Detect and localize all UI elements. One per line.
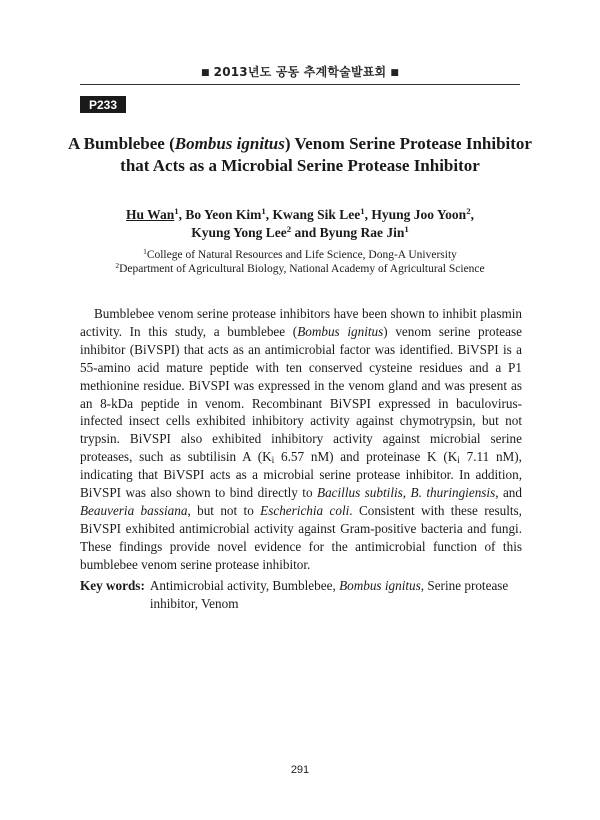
title-line-2: that Acts as a Microbial Serine Protease Inhibitor — [120, 156, 480, 175]
affiliation-2: $^2$Department of Agricultural Biology, National Academy of Agricultural Science — [115, 260, 485, 275]
author-affil-sup: 1 — [404, 224, 409, 235]
author-affil-sup: 2 — [466, 206, 471, 217]
paper-title — [60, 133, 540, 177]
square-bullet-icon: ■ — [390, 68, 400, 78]
author-list — [60, 206, 540, 242]
author-name: Kyung Yong Lee — [191, 225, 287, 240]
author-name: Kwang Sik Lee — [272, 207, 361, 222]
keywords-section — [80, 577, 522, 613]
abstract-text: Bumblebee venom serine protease inhibitors have been shown to inhibit plasmin activity. In this study, a bumblebee (Bombus ignitus) venom serine protease inhibitor (BiVSPI) that acts as an antimicrobial factor was identified. BiVSPI is a 55-amino acid mature peptide with ten conserved cysteine residues and a P1 methionine residue. BiVSPI was expressed in the venom gland and was present as an 8-kDa peptide in venom. Recombinant BiVSPI expressed in baculovirus-infected insect cells exhibited inhibitory activity against chymotrypsin, but not trypsin. BiVSPI also exhibited inhibitory activity against microbial serine proteases, such as subtilisin A ($K_i$ 6.57 nM) and proteinase K ($K_i$ 7.11 nM), indicating that BiVSPI acts as a microbial serine protease inhibitor. In addition, BiVSPI was also shown to bind directly to Bacillus subtilis, B. thuringiensis, and Beauveria bassiana, but not to Escherichia coli. Consistent with these results, BiVSPI exhibited antimicrobial activity against Gram-positive bacteria and fungi. These findings provide novel evidence for the antimicrobial function of this bumblebee venom serine protease inhibitor. — [80, 306, 522, 572]
author-affil-sup: 1 — [261, 206, 266, 217]
author-name: Hyung Joo Yoon — [371, 207, 467, 222]
keywords-list: Antimicrobial activity, Bumblebee, Bombus ignitus, Serine protease inhibitor, Venom — [149, 578, 509, 611]
conference-header — [0, 63, 600, 80]
title-line-1: A Bumblebee (Bombus ignitus) Venom Serine Protease Inhibitor — [68, 134, 532, 153]
author-affil-sup: 1 — [174, 206, 179, 217]
conference-name: 2013년도 공동 추계학술발표회 — [213, 65, 387, 79]
affiliation-list — [40, 248, 560, 276]
poster-id-badge: P233 — [80, 96, 126, 113]
author-line-2: Kyung Yong Lee$^2$ and Byung Rae Jin$^1$ — [191, 224, 409, 240]
author-name: Bo Yeon Kim — [185, 207, 262, 222]
header-divider — [80, 84, 520, 85]
author-name: Byung Rae Jin — [319, 225, 405, 240]
author-affil-sup: 2 — [286, 224, 292, 235]
species-name: Bombus ignitus — [174, 134, 285, 153]
affiliation-1: $^1$College of Natural Resources and Life Science, Dong-A University — [143, 246, 457, 261]
author-name: Hu Wan — [126, 207, 175, 222]
keywords-label: Key words: — [80, 578, 145, 593]
author-affil-sup: 1 — [360, 206, 365, 217]
square-bullet-icon: ■ — [200, 68, 210, 78]
page-number: 291 — [290, 764, 310, 776]
author-line-1: Hu Wan$^1$, Bo Yeon Kim$^1$, Kwang Sik Lee$^1$, Hyung Joo Yoon$^2$, — [126, 206, 474, 222]
